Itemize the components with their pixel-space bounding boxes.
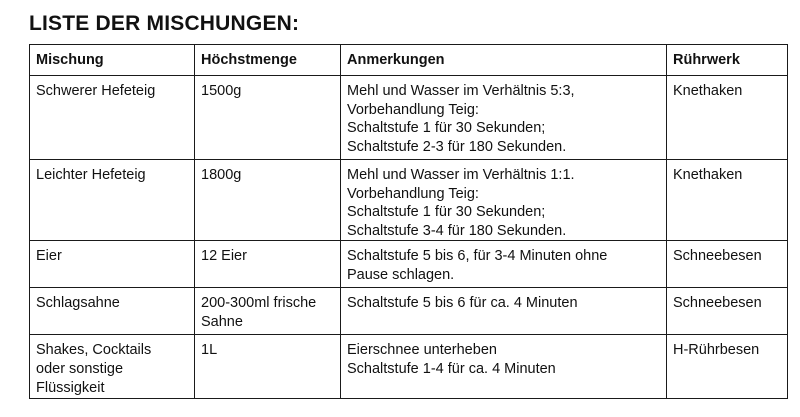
cell-line: Schneebesen [673,248,762,265]
cell-ruehrwerk [667,288,788,335]
table-row [30,160,788,241]
cell-anmerkungen [341,335,667,399]
cell-ruehrwerk [667,335,788,399]
cell-mischung [30,160,195,241]
cell-menge [195,335,341,399]
cell-anmerkungen [341,76,667,160]
cell-line: Eierschnee unterheben [347,342,497,359]
cell-line: Schaltstufe 1 für 30 Sekunden; [347,120,546,137]
header-anmerkungen: Anmerkungen [341,45,667,76]
cell-anmerkungen [341,288,667,335]
cell-line: Schwerer Hefeteig [36,83,156,99]
cell-anmerkungen [341,160,667,241]
cell-line: oder sonstige [36,360,124,377]
cell-line: Schaltstufe 3-4 für 180 Sekunden. [347,222,567,239]
cell-line: H-Rührbesen [673,342,760,359]
header-mischung: Mischung [30,45,195,76]
cell-menge [195,288,341,335]
mixtures-table [29,44,788,399]
cell-line: 1L [201,342,218,359]
table-row [30,241,788,288]
cell-line: Mehl und Wasser im Verhältnis 5:3, [347,83,575,99]
cell-line: Eier [36,248,62,265]
cell-ruehrwerk [667,160,788,241]
cell-line: Schaltstufe 2-3 für 180 Sekunden. [347,138,567,155]
table-row [30,335,788,399]
cell-line: Sahne [201,313,243,330]
cell-line: Schaltstufe 5 bis 6, für 3-4 Minuten ohne [347,248,608,265]
cell-menge [195,160,341,241]
cell-mischung [30,335,195,399]
cell-line: Leichter Hefeteig [36,167,146,183]
cell-mischung [30,76,195,160]
cell-line: 1800g [201,167,242,183]
table-row [30,288,788,335]
cell-mischung [30,288,195,335]
cell-line: Vorbehandlung Teig: [347,185,479,202]
table-row [30,76,788,160]
cell-line: Pause schlagen. [347,266,455,283]
cell-line: Schneebesen [673,295,762,312]
header-hoechstmenge: Höchstmenge [195,45,341,76]
cell-line: 1500g [201,83,242,99]
cell-line: Shakes, Cocktails [36,342,152,359]
cell-line: 200-300ml frische [201,295,317,312]
cell-menge [195,76,341,160]
cell-line: Flüssigkeit [36,379,105,396]
table-header-row [30,45,788,76]
cell-line: 12 Eier [201,248,247,265]
cell-mischung [30,241,195,288]
cell-ruehrwerk [667,76,788,160]
header-ruehrwerk: Rührwerk [667,45,788,76]
cell-line: Schaltstufe 1-4 für ca. 4 Minuten [347,360,556,377]
cell-line: Schaltstufe 5 bis 6 für ca. 4 Minuten [347,295,578,312]
cell-line: Mehl und Wasser im Verhältnis 1:1. [347,167,575,183]
page-title: LISTE DER MISCHUNGEN: [29,12,300,35]
cell-menge [195,241,341,288]
cell-line: Knethaken [673,167,743,183]
cell-line: Schlagsahne [36,295,120,312]
cell-line: Knethaken [673,83,743,99]
cell-line: Vorbehandlung Teig: [347,101,479,118]
cell-line: Schaltstufe 1 für 30 Sekunden; [347,204,546,221]
cell-anmerkungen [341,241,667,288]
cell-ruehrwerk [667,241,788,288]
